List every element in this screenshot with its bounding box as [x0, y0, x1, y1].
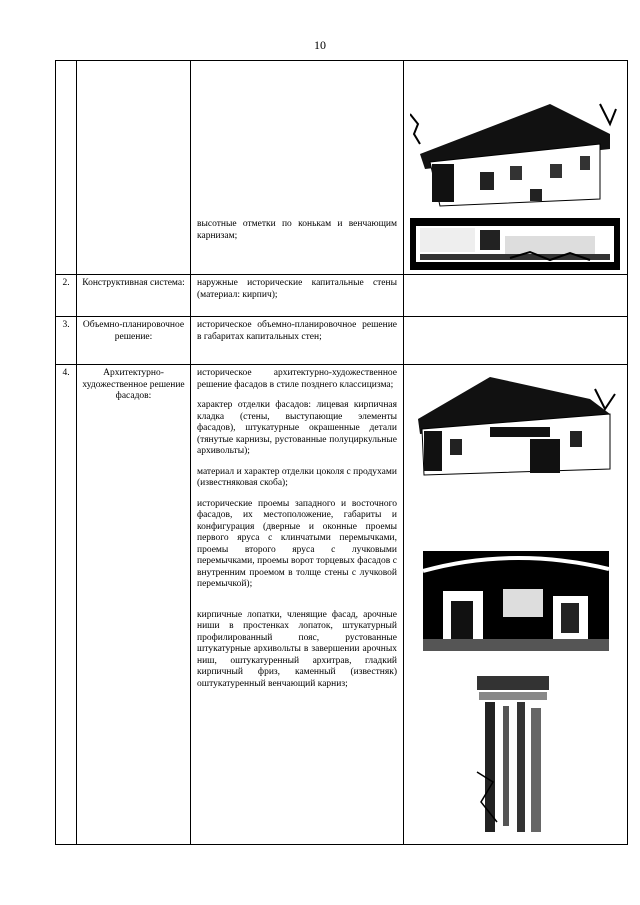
row-number: 4.	[56, 365, 77, 845]
row-description	[191, 365, 404, 845]
description-paragraph: характер отделки фасадов: лицевая кирпичная кладка (стены, выступающие элементы фасадов), штукатурные окрашенные детали (тянутые карнизы, рустованные полуциркульные архивольты);	[197, 400, 397, 456]
description-paragraph: историческое объемно-планировочное решение в габаритах капитальных стен;	[197, 320, 397, 342]
description-paragraph: наружные исторические капитальные стены (материал: кирпич);	[197, 278, 397, 300]
photo-cell	[404, 317, 628, 365]
row-description	[191, 275, 404, 317]
description-paragraph: историческое архитектурно-художественное решение фасадов в стиле позднего классицизма;	[197, 368, 397, 390]
building-photo-3	[410, 369, 620, 477]
building-photo-1	[410, 94, 620, 209]
row-description	[191, 61, 404, 275]
photo-cell	[404, 275, 628, 317]
row-description	[191, 317, 404, 365]
table-row	[56, 317, 628, 365]
row-number: 2.	[56, 275, 77, 317]
heritage-table	[55, 60, 628, 845]
description-paragraph: материал и характер отделки цоколя с продухами (известняковая скоба);	[197, 466, 397, 488]
page-number: 10	[314, 38, 326, 52]
table-row	[56, 365, 628, 845]
row-name: Архитектурно-художественное решение фасадов:	[77, 365, 191, 845]
row-number	[56, 61, 77, 275]
table-row	[56, 61, 628, 275]
table-row	[56, 275, 628, 317]
photo-cell	[404, 365, 628, 845]
description-paragraph: исторические проемы западного и восточного фасадов, их местоположение, габариты и конфигурация (дверные и оконные проемы первого яруса с клинчатыми перемычками, проемы второго яруса с лучковыми перемычками, проемы ворот торцевых фасадов с внутренним проемом в толще стены с лучковой перемычкой);	[197, 498, 397, 589]
photo-cell	[404, 61, 628, 275]
building-photo-2	[410, 218, 620, 270]
building-photo-5	[473, 672, 553, 838]
building-photo-4	[423, 551, 609, 651]
row-name: Объемно-планировочное решение:	[77, 317, 191, 365]
description-paragraph: высотные отметки по конькам и венчающим карнизам;	[197, 219, 397, 241]
row-name	[77, 61, 191, 275]
description-paragraph: кирпичные лопатки, членящие фасад, арочные ниши в простенках лопаток, штукатурный профилированный пояс, рустованные штукатурные архивольты в завершении арочных ниш, оштукатуренный архитрав, гладкий кирпичный фриз, каменный (известняк) оштукатуренный венчающий карниз;	[197, 609, 397, 689]
row-number: 3.	[56, 317, 77, 365]
row-name: Конструктивная система:	[77, 275, 191, 317]
